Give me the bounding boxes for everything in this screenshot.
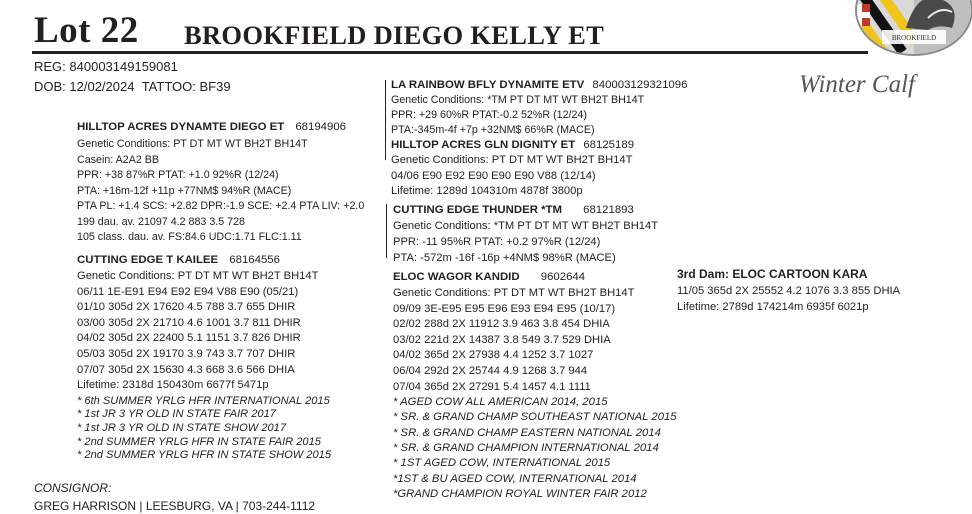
sire-daughters-avg: 199 dau. av. 21097 4.2 883 3.5 728 — [77, 215, 245, 228]
dam-award: * 2nd SUMMER YRLG HFR IN STATE SHOW 2015 — [77, 449, 331, 462]
consignor-label: CONSIGNOR: — [34, 481, 112, 495]
sire-ppr: PPR: +38 87%R PTAT: +1.0 92%R (12/24) — [77, 169, 279, 181]
sire-sire-line: PPR: +29 60%R PTAT:-0.2 52%R (12/24) — [391, 109, 587, 121]
registration-number: REG: 840003149159081 — [34, 59, 178, 74]
third-dam-block — [677, 266, 900, 315]
dam-dam-award: * SR. & GRAND CHAMPION INTERNATIONAL 2014 — [393, 442, 659, 455]
date-of-birth — [34, 79, 231, 95]
dam-dam-line: Genetic Conditions: PT DT MT WT BH2T BH14T — [393, 287, 635, 299]
sire-sire-reg: 840003129321096 — [592, 79, 688, 91]
dam-award: * 6th SUMMER YRLG HFR INTERNATIONAL 2015 — [77, 394, 330, 407]
dam-dam-line: 09/09 3E-E95 E95 E96 E93 E94 E95 (10/17) — [393, 302, 616, 315]
sire-sire-block — [391, 78, 687, 138]
dam-record: 03/00 305d 2X 21710 4.6 1001 3.7 811 DHIR — [77, 316, 301, 329]
sire-dam-block — [391, 138, 634, 200]
dam-bracket — [386, 204, 387, 258]
logo-caption: BROOKFIELD — [891, 34, 937, 42]
dob: DOB: 12/02/2024 — [34, 79, 135, 94]
sire-reg: 68194906 — [295, 121, 347, 133]
dam-sire-line: Genetic Conditions: *TM PT DT MT WT BH2T BH14T — [393, 220, 659, 232]
sire-genetic-conditions: Genetic Conditions: PT DT MT WT BH2T BH14T — [77, 138, 308, 150]
tattoo: TATTOO: BF39 — [141, 79, 231, 94]
sire-dam-line: 04/06 E90 E92 E90 E90 E90 V88 (12/14) — [391, 169, 596, 182]
sire-bracket — [385, 80, 386, 160]
dam-award: * 1st JR 3 YR OLD IN STATE FAIR 2017 — [77, 408, 276, 421]
dam-sire-line: PTA: -572m -16f -16p +4NM$ 98%R (MACE) — [393, 252, 616, 265]
third-dam-name: 3rd Dam: ELOC CARTOON KARA — [677, 267, 868, 281]
dam-dam-line: 04/02 365d 2X 27938 4.4 1252 3.7 1027 — [393, 349, 594, 362]
dam-sire-name: CUTTING EDGE THUNDER *TM — [393, 204, 562, 216]
category-label: Winter Calf — [799, 71, 915, 98]
dam-sire-block — [393, 203, 658, 267]
dam-dam-block — [393, 270, 677, 502]
dam-genetic-conditions: Genetic Conditions: PT DT MT WT BH2T BH14T — [77, 270, 319, 282]
dam-dam-award: * AGED COW ALL AMERICAN 2014, 2015 — [393, 396, 608, 409]
dam-record: 07/07 305d 2X 15630 4.3 668 3.6 566 DHIA — [77, 363, 295, 376]
separator: | — [139, 499, 146, 513]
dam-sire-reg: 68121893 — [583, 204, 634, 216]
dam-dam-line: 02/02 288d 2X 11912 3.9 463 3.8 454 DHIA — [393, 318, 610, 331]
sire-dam-name: HILLTOP ACRES GLN DIGNITY ET — [391, 139, 576, 151]
consignor-info — [34, 499, 315, 514]
third-dam-lifetime: Lifetime: 2789d 174214m 6935f 6021p — [677, 301, 869, 314]
dam-dam-line: 07/04 365d 2X 27291 5.4 1457 4.1 1111 — [393, 380, 591, 393]
animal-name: BROOKFIELD DIEGO KELLY ET — [184, 20, 605, 50]
dam-dam-award: *GRAND CHAMPION ROYAL WINTER FAIR 2012 — [393, 487, 647, 500]
dam-dam-award: * 1ST AGED COW, INTERNATIONAL 2015 — [393, 457, 611, 470]
dam-record: 04/02 305d 2X 22400 5.1 1151 3.7 826 DHIR — [77, 332, 301, 345]
sire-dam-line: Genetic Conditions: PT DT MT WT BH2T BH14T — [391, 154, 633, 166]
dam-dam-reg: 9602644 — [540, 271, 586, 283]
dam-dam-award: *1ST & BU AGED COW, INTERNATIONAL 2014 — [393, 472, 637, 485]
consignor-phone: 703-244-1112 — [242, 499, 316, 513]
sire-dam-reg: 68125189 — [583, 139, 635, 151]
dam-dam-line: 03/02 221d 2X 14387 3.8 549 3.7 529 DHIA — [393, 333, 611, 346]
dam-record: 01/10 305d 2X 17620 4.5 788 3.7 655 DHIR — [77, 301, 296, 314]
consignor-location: LEESBURG, VA — [145, 499, 233, 513]
consignor-name: GREG HARRISON — [34, 499, 137, 513]
dam-dam-line: 06/04 292d 2X 25744 4.9 1268 3.7 944 — [393, 364, 588, 377]
third-dam-record: 11/05 365d 2X 25552 4.2 1076 3.3 855 DHIA — [677, 285, 901, 297]
dam-award: * 2nd SUMMER YRLG HFR IN STATE FAIR 2015 — [77, 435, 321, 448]
header-rule — [32, 51, 868, 54]
dam-dam-name: ELOC WAGOR KANDID — [393, 271, 520, 283]
dam-award: * 1st JR 3 YR OLD IN STATE SHOW 2017 — [77, 421, 286, 434]
sire-block — [77, 120, 364, 246]
dam-name: CUTTING EDGE T KAILEE — [77, 254, 219, 266]
separator: | — [235, 499, 243, 513]
sire-sire-line: PTA:-345m-4f +7p +32NM$ 66%R (MACE) — [391, 124, 595, 136]
sire-sire-name: LA RAINBOW BFLY DYNAMITE ETV — [391, 79, 585, 91]
sire-name: HILLTOP ACRES DYNAMTE DIEGO ET — [77, 121, 285, 133]
lot-number: Lot 22 — [34, 10, 139, 51]
sire-dam-line: Lifetime: 1289d 104310m 4878f 3800p — [391, 185, 583, 198]
farm-logo — [848, 0, 972, 58]
sire-casein: Casein: A2A2 BB — [77, 153, 159, 166]
dam-dam-award: * SR. & GRAND CHAMP SOUTHEAST NATIONAL 2015 — [393, 411, 677, 424]
sire-classified-avg: 105 class. dau. av. FS:84.6 UDC:1.71 FLC:1.11 — [77, 231, 302, 243]
dam-reg: 68164556 — [229, 254, 280, 266]
dam-block — [77, 253, 331, 463]
dam-sire-line: PPR: -11 95%R PTAT: +0.2 97%R (12/24) — [393, 236, 601, 249]
dam-lifetime: Lifetime: 2318d 150430m 6677f 5471p — [77, 379, 269, 392]
dam-dam-award: * SR. & GRAND CHAMP EASTERN NATIONAL 2014 — [393, 426, 661, 439]
sire-pta-pl: PTA PL: +1.4 SCS: +2.82 DPR:-1.9 SCE: +2.4 PTA LIV: +2.0 — [77, 200, 365, 212]
dam-record: 05/03 305d 2X 19170 3.9 743 3.7 707 DHIR — [77, 347, 296, 360]
sire-sire-line: Genetic Conditions: *TM PT DT MT WT BH2T BH14T — [391, 94, 645, 106]
dam-classification: 06/11 1E-E91 E94 E92 E94 V88 E90 (05/21) — [77, 285, 299, 298]
sire-pta: PTA: +16m-12f +11p +77NM$ 94%R (MACE) — [77, 184, 292, 197]
